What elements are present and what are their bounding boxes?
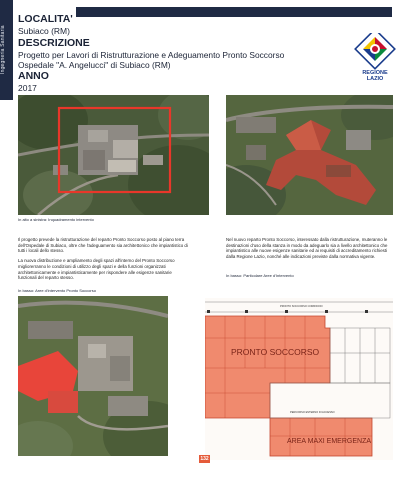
caption-bottom-left: In basso: Aree d'intervento Pronto Soccorso	[18, 288, 96, 293]
anno-label: ANNO	[18, 70, 49, 82]
aerial-photo-detail	[226, 95, 393, 215]
regione-lazio-emblem-icon	[354, 33, 396, 73]
plan-corridor-top-label: PRONTO SOCCORSO CORRIDOIO	[280, 305, 323, 308]
page-number: 132	[200, 456, 209, 462]
anno-value: 2017	[18, 83, 37, 93]
sidebar-label: Ingegneria Sanitaria	[0, 25, 6, 75]
text-left-p1: Il progetto prevede la ristrutturazione del reparto Pronto Soccorso posto al piano terra dell'Ospedale di Subiaco, oltre che l'adeguamento sia architettonico che impiantistico di tutti i locali dello stesso.	[18, 237, 188, 254]
header-bar	[76, 7, 392, 17]
plan-label-pronto-soccorso: PRONTO SOCCORSO	[231, 347, 320, 357]
aerial-photo-emergency-area	[18, 296, 168, 456]
text-column-left	[18, 237, 191, 285]
caption-top-left: In alto a sinistra: Inquadramento intervento	[18, 217, 94, 222]
regione-lazio-logo	[354, 33, 396, 85]
localita-label: LOCALITA'	[18, 13, 73, 25]
sidebar-strip	[0, 0, 13, 100]
descrizione-label: DESCRIZIONE	[18, 37, 90, 49]
floor-plan	[205, 298, 393, 460]
text-right-p1: Nel nuovo reparto Pronto Soccorso, interessato dalla ristrutturazione, muteranno le destinazioni d'uso della stanza in modo da adeguarlo sia a livello architettonico che impiantistico alle nuove esigenze sanitarie ed ai requisiti di accreditamento richiesti dalla Regione Lazio, nonché alle indicazioni previste dalla normativa vigente.	[226, 237, 388, 260]
caption-mid-right: In basso: Particolare Aree d'Intervento	[226, 273, 294, 278]
descrizione-line1: Progetto per Lavori di Ristrutturazione e Adeguamento Pronto Soccorso	[18, 50, 285, 60]
plan-label-area-maxi-emergenza: AREA MAXI EMERGENZA	[287, 438, 372, 445]
regione-lazio-text: REGIONE LAZIO	[362, 70, 388, 82]
descrizione-line2: Ospedale "A. Angelucci" di Subiaco (RM)	[18, 60, 171, 70]
text-left-p2: La nuova distribuzione e ampliamento degli spazi all'interno del Pronto Soccorso migliorerranno le condizioni di utilizzo degli spazi e della funzioni organizzati architettonicamente e impiantisticamente per rispondere alle esigenze sanitarie funzionali del reparto stesso.	[18, 258, 175, 281]
text-column-right	[226, 237, 393, 264]
localita-value: Subiaco (RM)	[18, 26, 70, 36]
aerial-photo-overview	[18, 95, 209, 215]
plan-corridor-bottom-label: PERCORSO ESTERNO DI ACCESSO	[290, 411, 335, 414]
